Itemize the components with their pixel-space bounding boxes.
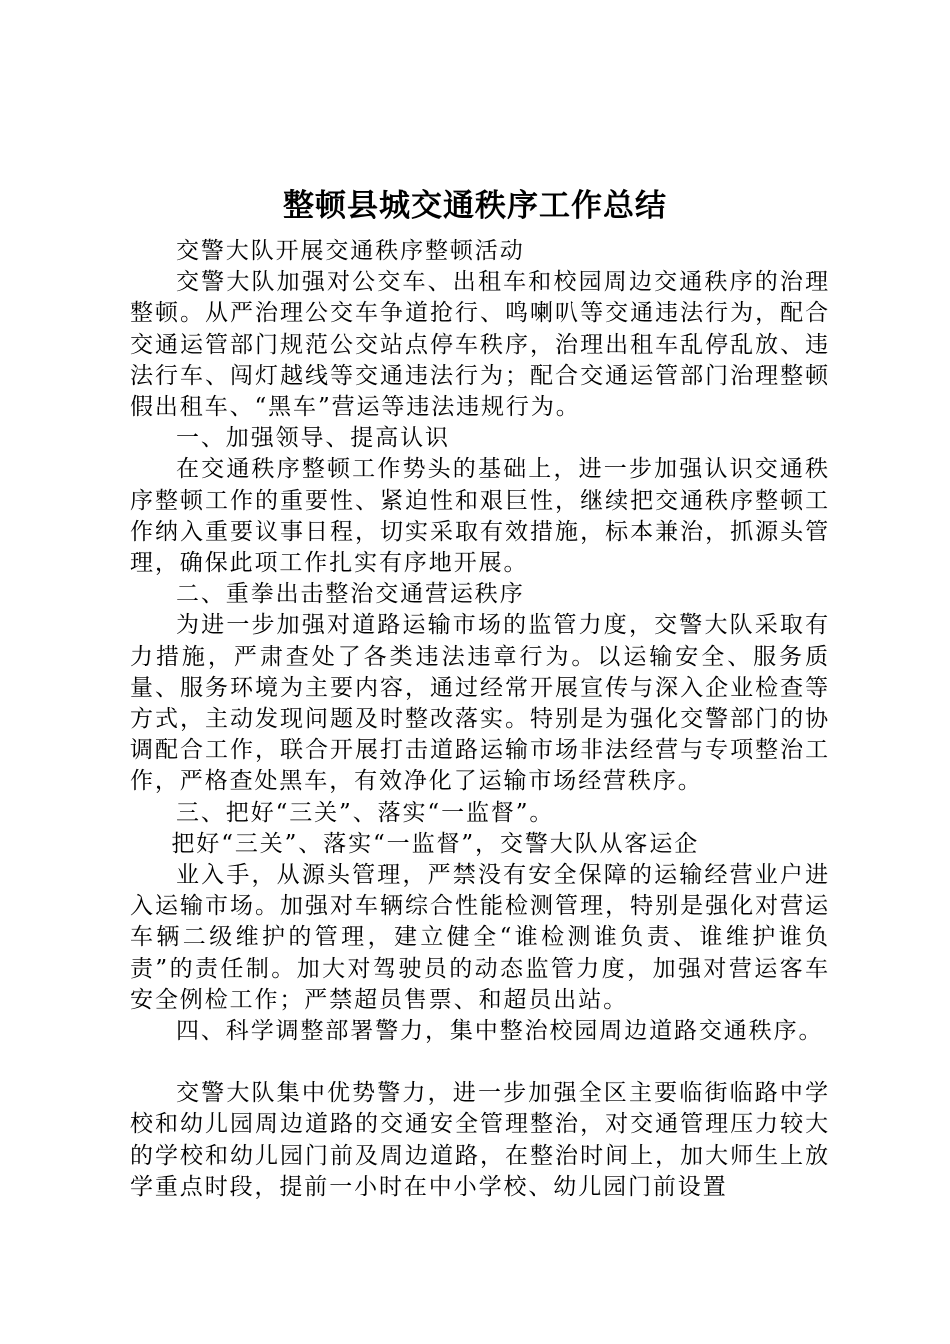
section-heading-1: 一、加强领导、提高认识 <box>176 425 450 452</box>
document-title: 整顿县城交通秩序工作总结 <box>283 188 667 224</box>
paragraph-section-3-line: 把好“三关”、落实“一监督”，交警大队从客运企 <box>171 830 700 857</box>
section-heading-3: 三、把好“三关”、落实“一监督”。 <box>176 799 555 826</box>
document-body <box>130 236 830 1203</box>
section-heading-2: 二、重拳出击整治交通营运秩序 <box>176 581 525 608</box>
paragraph-section-4: 交警大队集中优势警力，进一步加强全区主要临街临路中学校和幼儿园周边道路的交通安全管理整治，对交通管理压力较大的学校和幼儿园门前及周边道路，在整治时间上，加大师生上放学重点时段，提前一小时在中小学校、幼儿园门前设置 <box>130 1080 830 1200</box>
paragraph-section-2: 为进一步加强对道路运输市场的监管力度，交警大队采取有力措施，严肃查处了各类违法违章行为。以运输安全、服务质量、服务环境为主要内容，通过经常开展宣传与深入企业检查等方式，主动发现问题及时整改落实。特别是为强化交警部门的协调配合工作，联合开展打击道路运输市场非法经营与专项整治工作，严格查处黑车，有效净化了运输市场经营秩序。 <box>130 612 830 795</box>
section-heading-4: 四、科学调整部署警力，集中整治校园周边道路交通秩序。 <box>176 1018 824 1045</box>
paragraph-intro: 交警大队加强对公交车、出租车和校园周边交通秩序的治理整顿。从严治理公交车争道抢行、鸣喇叭等交通违法行为，配合交通运管部门规范公交站点停车秩序，治理出租车乱停乱放、违法行车、闯灯越线等交通违法行为；配合交通运管部门治理整顿假出租车、“黑车”营运等违法违规行为。 <box>130 269 830 421</box>
paragraph-section-3: 业入手，从源头管理，严禁没有安全保障的运输经营业户进入运输市场。加强对车辆综合性能检测管理，特别是强化对营运车辆二级维护的管理，建立健全“谁检测谁负责、谁维护谁负责”的责任制。加大对驾驶员的动态监管力度，加强对营运客车安全例检工作；严禁超员售票、和超员出站。 <box>130 862 830 1013</box>
paragraph-intro-heading: 交警大队开展交通秩序整顿活动 <box>176 238 525 264</box>
paragraph-section-1: 在交通秩序整顿工作势头的基础上，进一步加强认识交通秩序整顿工作的重要性、紧迫性和艰巨性，继续把交通秩序整顿工作纳入重要议事日程，切实采取有效措施，标本兼治，抓源头管理，确保此项工作扎实有序地开展。 <box>130 456 830 577</box>
blank-line <box>130 1047 830 1078</box>
